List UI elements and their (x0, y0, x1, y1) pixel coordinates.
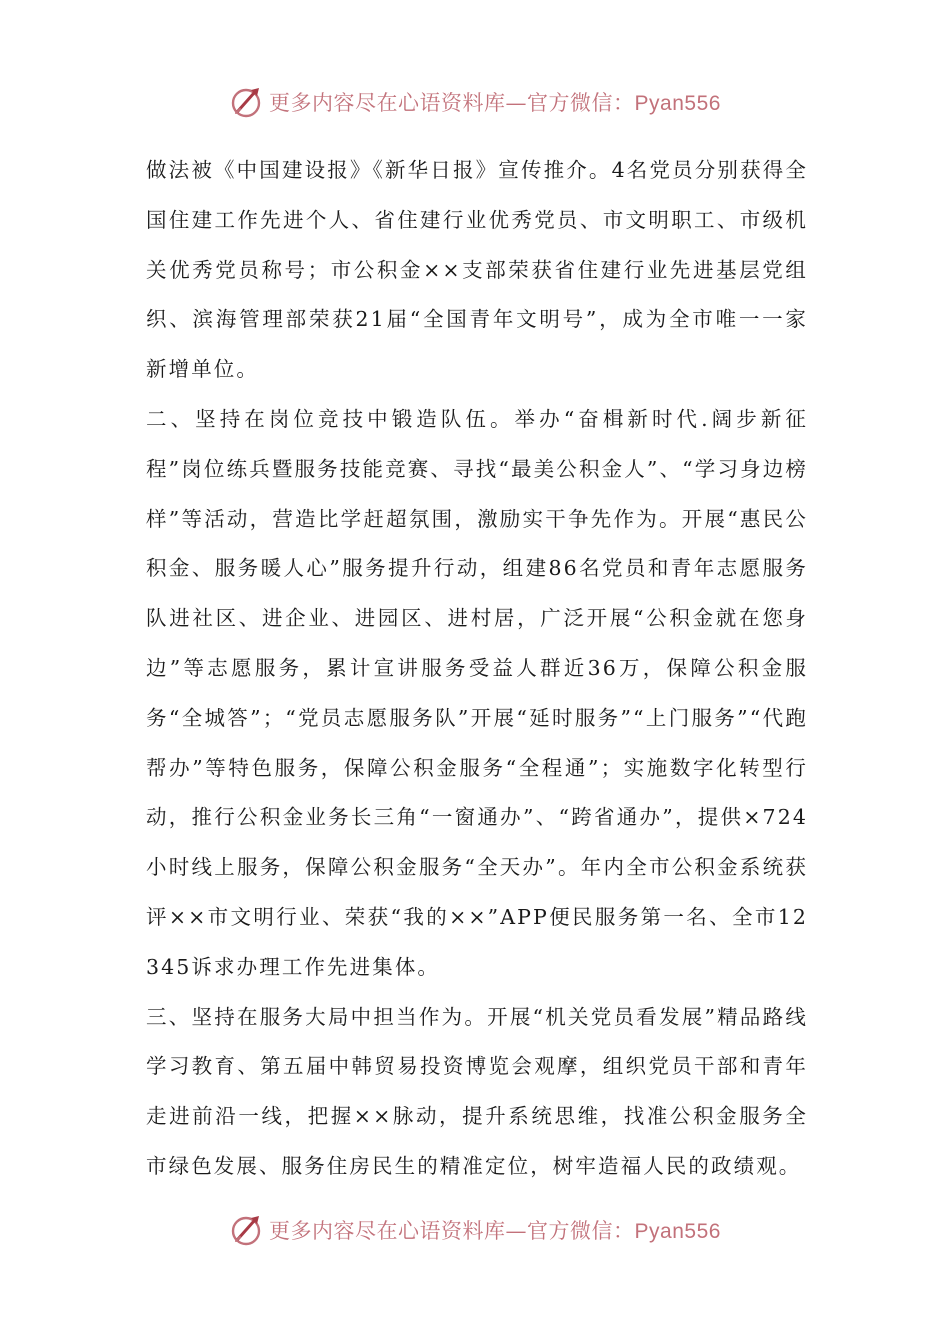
paragraph-section-two: 二、坚持在岗位竞技中锻造队伍。举办“奋楫新时代.阔步新征程”岗位练兵暨服务技能竞赛、寻找“最美公积金人”、“学习身边榜样”等活动，营造比学赶超氛围，激励实干争先作为。开展“惠民公积金、服务暖人心”服务提升行动，组建86名党员和青年志愿服务队进社区、进企业、进园区、进村居，广泛开展“公积金就在您身边”等志愿服务，累计宣讲服务受益人群近36万，保障公积金服务“全城答”；“党员志愿服务队”开展“延时服务”“上门服务”“代跑帮办”等特色服务，保障公积金服务“全程通”；实施数字化转型行动，推行公积金业务长三角“一窗通办”、“跨省通办”，提供×724小时线上服务，保障公积金服务“全天办”。年内全市公积金系统获评××市文明行业、荣获“我的××”APP便民服务第一名、全市12345诉求办理工作先进集体。 (146, 406, 808, 979)
footer-slogan (269, 1215, 721, 1245)
pen-circle-logo-icon (229, 84, 265, 120)
header-slogan (269, 87, 721, 117)
footer-slogan-text: 更多内容尽在心语资料库—官方微信： (269, 1219, 635, 1243)
paragraph-continued: 做法被《中国建设报》《新华日报》宣传推介。4名党员分别获得全国住建工作先进个人、省住建行业优秀党员、市文明职工、市级机关优秀党员称号；市公积金××支部荣获省住建行业先进基层党组织、滨海管理部荣获21届“全国青年文明号”，成为全市唯一一家新增单位。 (146, 158, 808, 382)
header-wechat-id: Pyan556 (634, 92, 721, 115)
paragraph-section-three: 三、坚持在服务大局中担当作为。开展“机关党员看发展”精品路线学习教育、第五届中韩贸易投资博览会观摩，组织党员干部和青年走进前沿一线，把握××脉动，提升系统思维，找准公积金服务全市绿色发展、服务住房民生的精准定位，树牢造福人民的政绩观。 (146, 1004, 808, 1178)
footer-banner (0, 1208, 950, 1252)
document-body (146, 146, 808, 1192)
pen-circle-logo-icon (229, 1212, 265, 1248)
header-slogan-text: 更多内容尽在心语资料库—官方微信： (269, 91, 635, 115)
header-banner (0, 80, 950, 124)
footer-wechat-id: Pyan556 (634, 1220, 721, 1243)
